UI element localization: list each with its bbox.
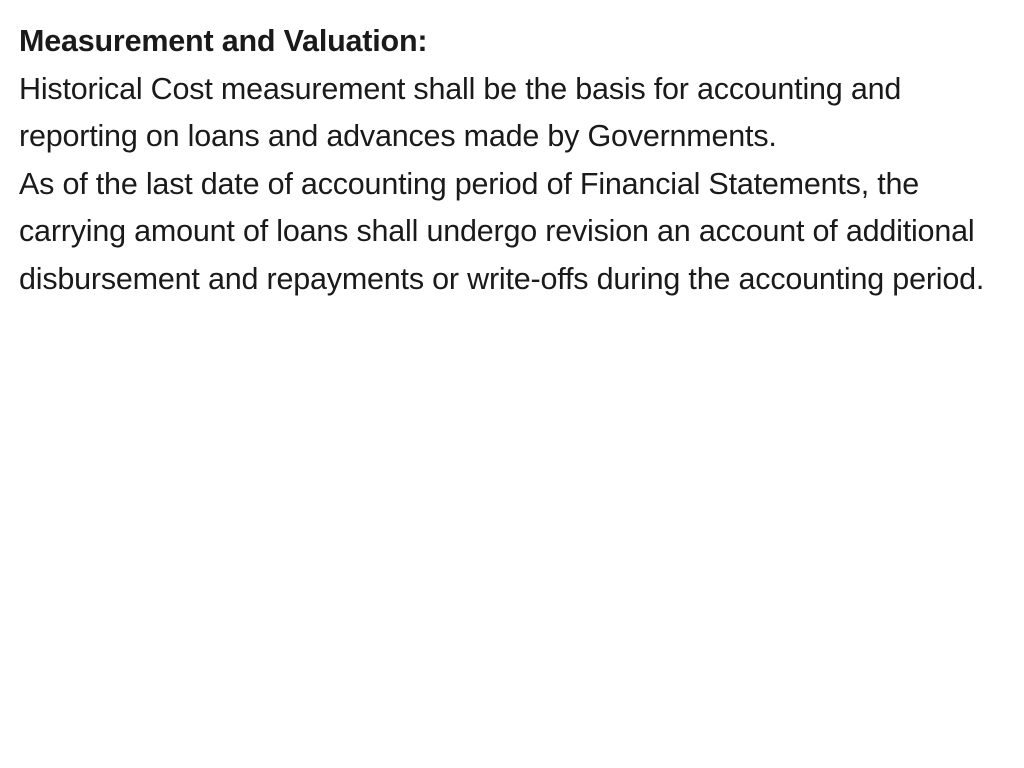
- paragraph-historical-cost: Historical Cost measurement shall be the basis for accounting and reporting on loans and advances made by Governments.: [19, 71, 902, 154]
- paragraph-carrying-amount: As of the last date of accounting period of Financial Statements, the carrying amount of loans shall undergo revision an account of additional disbursement and repayments or write-offs during the accounting period.: [19, 166, 985, 296]
- slide-heading: Measurement and Valuation:: [19, 24, 428, 58]
- slide-text-block: [19, 18, 1004, 304]
